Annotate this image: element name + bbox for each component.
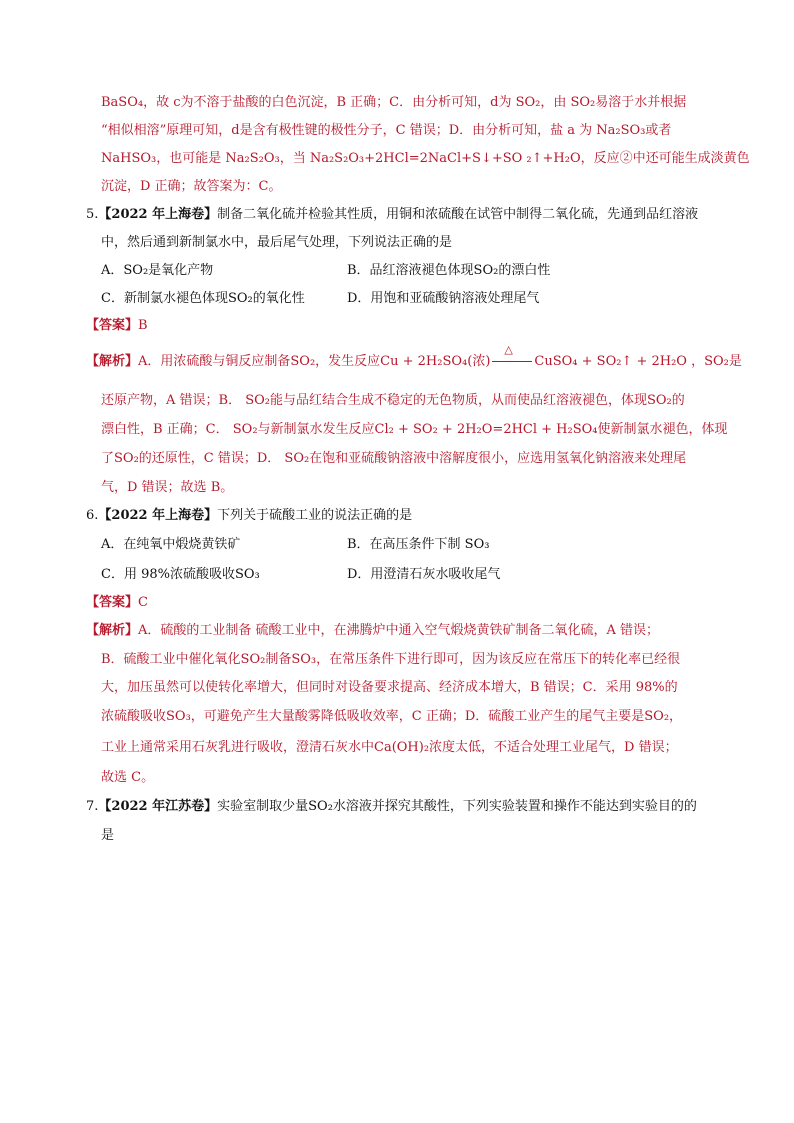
analysis-label: 【解析】 [86,354,139,369]
q5-analysis-line-4: 了SO₂的还原性，C 错误；D． SO₂在饱和亚硫酸钠溶液中溶解度很小，应选用氢氧化钠溶液来处理尾 [101,451,687,466]
q6-answer [86,593,148,613]
question-number: 5. [86,207,99,222]
question-5-stem [86,205,698,225]
analysis-label: 【解析】 [86,623,139,638]
q5-analysis-line-3: 漂白性，B 正确；C． SO₂与新制氯水发生反应Cl₂ + SO₂ + 2H₂O=2HCl + H₂SO₄使新制氯水褪色，体现 [101,422,728,437]
q5-option-d: D．用饱和亚硫酸钠溶液处理尾气 [347,291,540,306]
question-7-stem-cont: 是 [101,828,115,843]
prev-analysis-line-4: 沉淀，D 正确；故答案为：C。 [101,179,282,194]
q6-option-c: C．用 98%浓硫酸吸收SO₃ [101,567,260,582]
prev-analysis-line-1: BaSO₄，故 c为不溶于盐酸的白色沉淀，B 正确；C．由分析可知，d为 SO₂，由 SO₂易溶于水并根据 [101,95,687,110]
prev-analysis-line-3: NaHSO₃，也可能是 Na₂S₂O₃，当 Na₂S₂O₃+2HCl=2NaCl+S↓+SO ₂↑+H₂O，反应②中还可能生成淡黄色 [101,151,750,166]
question-5-stem-cont: 中，然后通到新制氯水中，最后尾气处理，下列说法正确的是 [101,235,453,250]
stem-text: 制备二氧化硫并检验其性质，用铜和浓硫酸在试管中制得二氧化硫，先通到品红溶液 [217,207,699,222]
q6-option-a: A．在纯氧中煅烧黄铁矿 [101,537,241,552]
q6-option-b: B．在高压条件下制 SO₃ [347,537,490,552]
q6-analysis-line-5: 工业上通常采用石灰乳进行吸收，澄清石灰水中Ca(OH)₂浓度太低，不适合处理工业尾气，D 错误； [101,740,678,755]
q6-analysis-line-6: 故选 C。 [101,770,155,785]
source-tag: 【2022 年上海卷】 [98,508,218,523]
answer-value: B [138,318,148,333]
stem-text: 实验室制取少量SO₂水溶液并探究其酸性，下列实验装置和操作不能达到实验目的的 [217,799,697,814]
q6-option-d: D．用澄清石灰水吸收尾气 [347,567,501,582]
q5-analysis-line-5: 气，D 错误；故选 B。 [101,480,234,495]
q5-option-a: A．SO₂是氧化产物 [101,263,214,278]
stem-text: 下列关于硫酸工业的说法正确的是 [217,508,413,523]
q6-analysis-line-1: 【解析】A．硫酸的工业制备 硫酸工业中，在沸腾炉中通入空气煅烧黄铁矿制备二氧化硫，A 错误； [86,623,660,638]
q5-answer [86,316,148,336]
reaction-arrow: △ [490,352,534,372]
question-6-stem [86,506,412,526]
q5-option-b: B．品红溶液褪色体现SO₂的漂白性 [347,263,551,278]
answer-label: 【答案】 [86,595,139,610]
question-number: 7. [86,799,99,814]
q5-option-c: C．新制氯水褪色体现SO₂的氧化性 [101,291,305,306]
answer-value: C [138,595,148,610]
q6-analysis-line-4: 浓硫酸吸收SO₃，可避免产生大量酸雾降低吸收效率，C 正确；D．硫酸工业产生的尾气主要是SO₂， [101,709,683,724]
q6-analysis-line-2: B．硫酸工业中催化氧化SO₂制备SO₃，在常压条件下进行即可，因为该反应在常压下的转化率已经很 [101,652,681,667]
q5-analysis-line-2: 还原产物，A 错误；B． SO₂能与品红结合生成不稳定的无色物质，从而使品红溶液褪色，体现SO₂的 [101,393,685,408]
q6-analysis-line-3: 大，加压虽然可以使转化率增大，但同时对设备要求提高、经济成本增大，B 错误；C．采用 98%的 [101,680,678,695]
source-tag: 【2022 年江苏卷】 [98,799,218,814]
prev-analysis-line-2: “相似相溶”原理可知，d是含有极性键的极性分子，C 错误；D．由分析可知，盐 a 为 Na₂SO₃或者 [101,123,672,138]
q5-analysis-line-1: 【解析】A．用浓硫酸与铜反应制备SO₂，发生反应Cu + 2H₂SO₄(浓) △ CuSO₄ + SO₂↑ + 2H₂O ，SO₂是 [86,352,742,372]
source-tag: 【2022 年上海卷】 [98,207,218,222]
answer-label: 【答案】 [86,318,139,333]
question-7-stem [86,797,697,817]
question-number: 6. [86,508,99,523]
